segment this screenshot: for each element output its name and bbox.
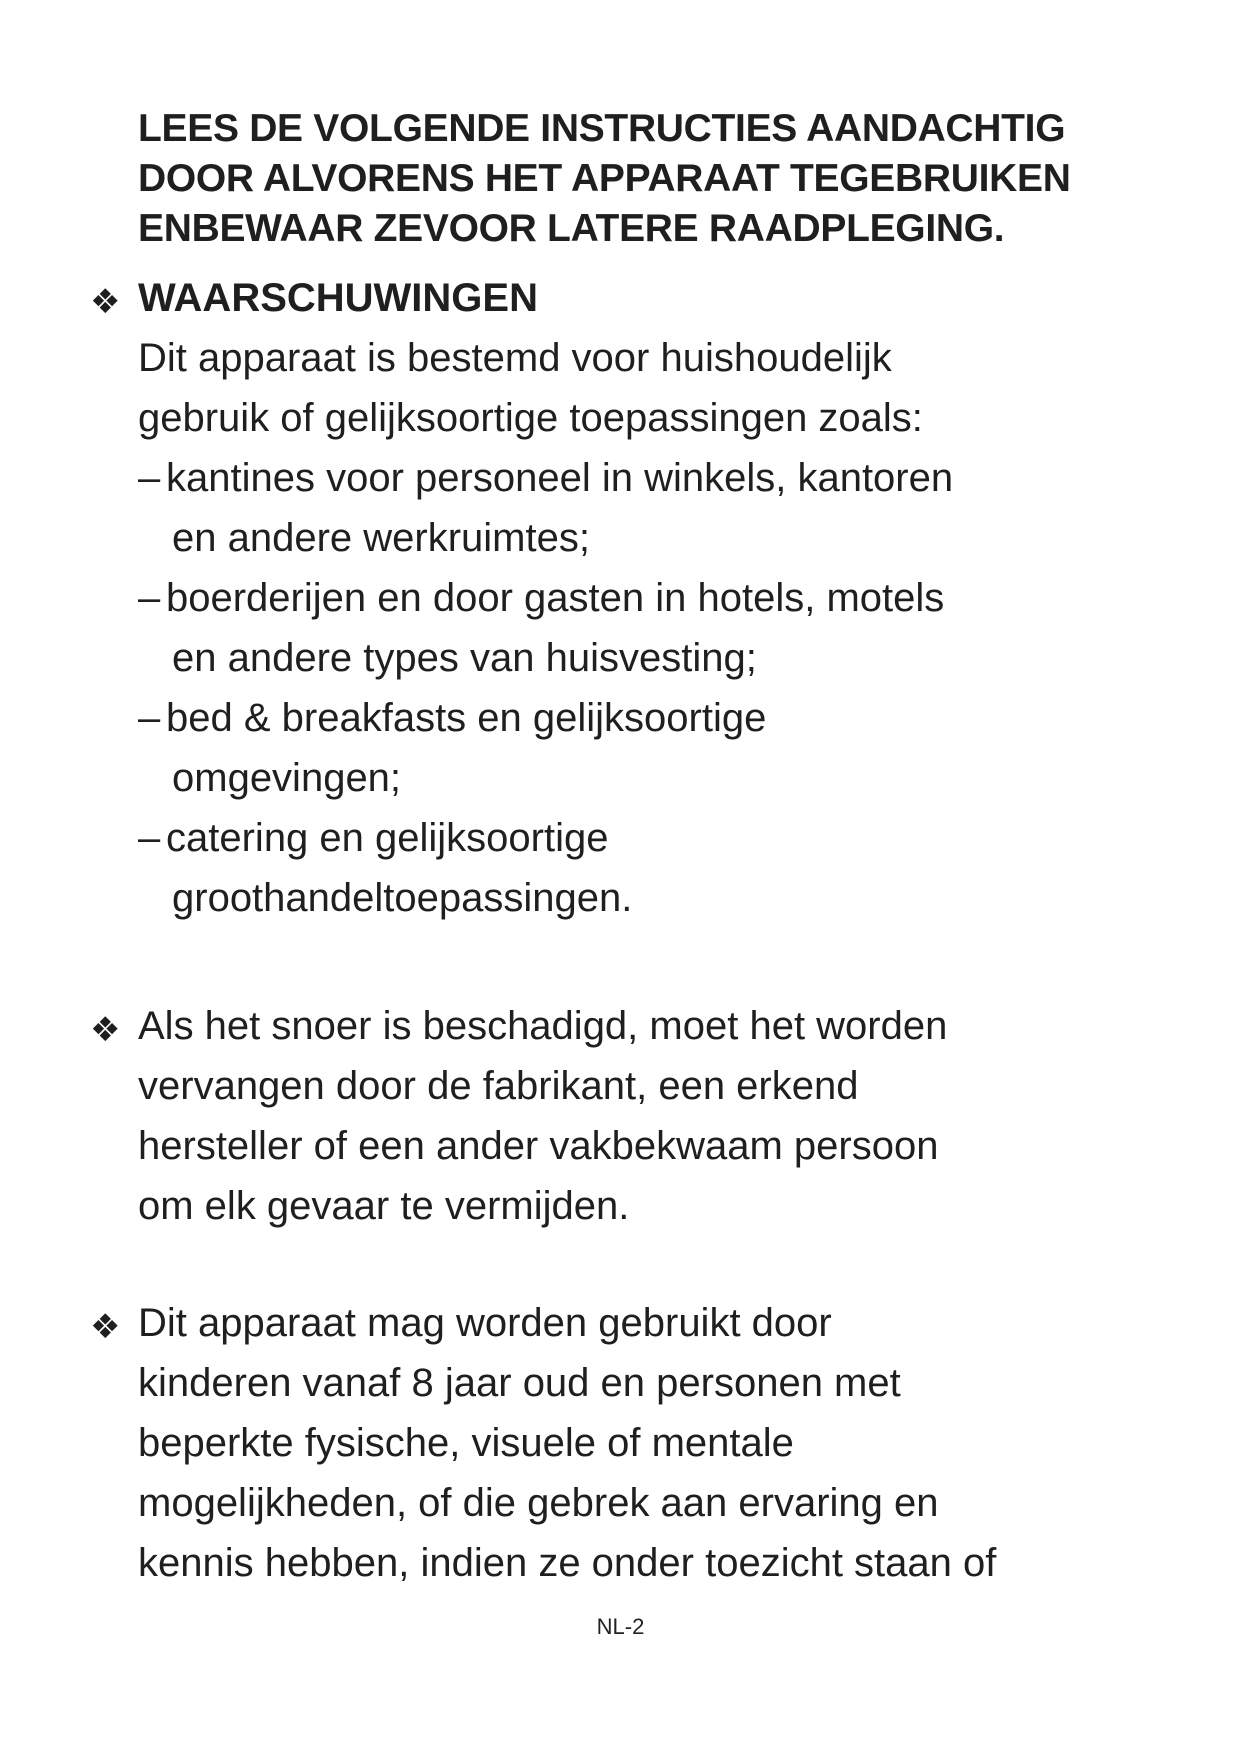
children-warning-text: [138, 1293, 996, 1593]
intro-line: ENBEWAAR ZEVOOR LATERE RAADPLEGING.: [138, 207, 1005, 250]
list-item-continuation: groothandeltoepassingen.: [172, 876, 633, 920]
cord-line: hersteller of een ander vakbekwaam persoon: [138, 1124, 939, 1168]
list-item: [138, 448, 953, 508]
page-number: NL-2: [596, 1614, 645, 1639]
children-line: kinderen vanaf 8 jaar oud en personen met: [138, 1361, 901, 1405]
bullet-diamond-icon: ❖: [90, 1308, 121, 1346]
warnings-text: [138, 268, 953, 928]
intro-notice: [138, 104, 1138, 254]
list-item-continuation: en andere werkruimtes;: [172, 516, 590, 560]
children-line: kennis hebben, indien ze onder toezicht staan of: [138, 1541, 997, 1585]
cord-line: om elk gevaar te vermijden.: [138, 1184, 630, 1228]
dash-marker: –: [138, 456, 161, 500]
list-item-continuation: en andere types van huisvesting;: [172, 636, 757, 680]
bullet-diamond-icon: ❖: [90, 1011, 121, 1049]
cord-line: Als het snoer is beschadigd, moet het worden: [138, 1004, 948, 1048]
bullet-diamond-icon: ❖: [90, 283, 121, 321]
children-line: beperkte fysische, visuele of mentale: [138, 1421, 794, 1465]
intro-line: LEES DE VOLGENDE INSTRUCTIES AANDACHTIG: [138, 107, 1066, 150]
list-item-text: boerderijen en door gasten in hotels, motels: [166, 576, 945, 620]
list-item-text: catering en gelijksoortige: [166, 816, 609, 860]
list-item-text: kantines voor personeel in winkels, kantoren: [166, 456, 954, 500]
cord-line: vervangen door de fabrikant, een erkend: [138, 1064, 859, 1108]
list-item: [138, 568, 953, 628]
warnings-intro-line: Dit apparaat is bestemd voor huishoudelijk: [138, 336, 892, 380]
children-line: Dit apparaat mag worden gebruikt door: [138, 1301, 832, 1345]
list-item-text: bed & breakfasts en gelijksoortige: [166, 696, 767, 740]
warnings-intro-line: gebruik of gelijksoortige toepassingen zoals:: [138, 396, 923, 440]
warnings-heading: WAARSCHUWINGEN: [138, 276, 538, 320]
list-item: [138, 688, 953, 748]
dash-marker: –: [138, 576, 161, 620]
list-item-continuation: omgevingen;: [172, 756, 402, 800]
children-line: mogelijkheden, of die gebrek aan ervaring en: [138, 1481, 939, 1525]
dash-marker: –: [138, 816, 161, 860]
intro-line: DOOR ALVORENS HET APPARAAT TEGEBRUIKEN: [138, 157, 1071, 200]
list-item: [138, 808, 953, 868]
cord-warning-text: [138, 996, 947, 1236]
dash-marker: –: [138, 696, 161, 740]
